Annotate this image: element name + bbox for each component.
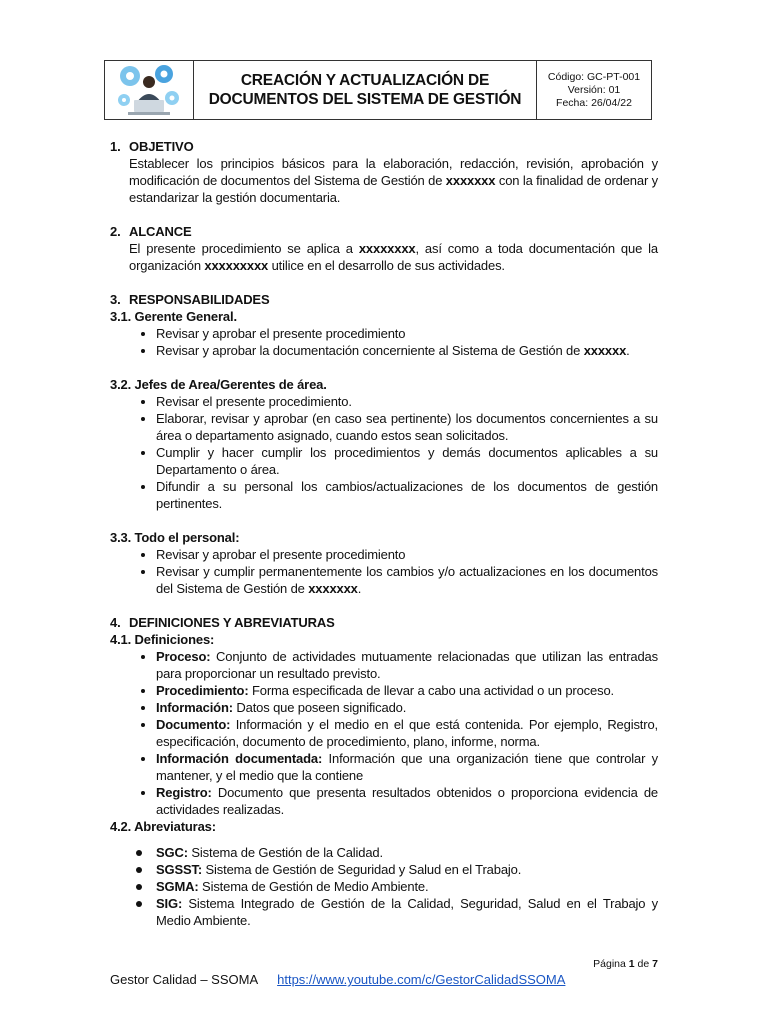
abreviaturas-list	[110, 844, 658, 929]
alcance-paragraph: El presente procedimiento se aplica a xxxxxxxx, así como a toda documentación que la organización xxxxxxxxx utilice en el desarrollo de sus actividades.	[129, 241, 658, 273]
list-item: • Cumplir y hacer cumplir los procedimientos y demás documentos aplicables a su Departamento o área.	[156, 444, 658, 478]
document-header	[104, 60, 652, 120]
page-number: Página 1 de 7	[593, 958, 658, 970]
list-item: • Revisar el presente procedimiento.	[156, 393, 658, 410]
definition-item: • Proceso: Conjunto de actividades mutuamente relacionadas que utilizan las entradas para proporcionar un resultado previsto.	[156, 648, 658, 682]
list-item: • Elaborar, revisar y aprobar (en caso sea pertinente) los documentos concernientes a su área o departamento asignado, cuando estos sean solicitados.	[156, 410, 658, 444]
youtube-channel-link[interactable]: https://www.youtube.com/c/GestorCalidadSSOMA	[277, 972, 566, 987]
abbreviation-item: SGC: Sistema de Gestión de la Calidad.	[156, 844, 658, 861]
todo-el-personal-list	[110, 546, 658, 597]
list-item: • Revisar y aprobar el presente procedimiento	[156, 325, 658, 342]
logo-cell	[105, 61, 194, 119]
masked-company-name: xxxxxxxxx	[204, 258, 269, 273]
abbreviation-item: SIG: Sistema Integrado de Gestión de la Calidad, Seguridad, Salud en el Trabajo y Medio Ambiente.	[156, 896, 658, 928]
subsection-jefes-de-area: 3.2. Jefes de Area/Gerentes de área.	[110, 377, 327, 392]
document-version: Versión: 01	[567, 83, 621, 96]
document-footer	[110, 972, 565, 987]
subsection-gerente-general: 3.1. Gerente General.	[110, 309, 237, 324]
masked-company-name: xxxxxxxx	[358, 241, 416, 256]
objetivo-paragraph: Establecer los principios básicos para la elaboración, redacción, revisión, aprobación y modificación de documentos del Sistema de Gestión de xxxxxxx con la finalidad de ordenar y estandarizar la gestión documentaria.	[129, 156, 658, 205]
masked-company-name: xxxxxxx	[308, 581, 358, 596]
subsection-abreviaturas: 4.2. Abreviaturas:	[110, 819, 216, 834]
title-line-1: CREACIÓN Y ACTUALIZACIÓN DE	[240, 72, 490, 89]
definiciones-list	[110, 648, 658, 818]
logo-gears-person-icon	[116, 62, 182, 118]
section-heading-responsabilidades: 3. RESPONSABILIDADES	[110, 292, 270, 307]
list-item: • Revisar y aprobar la documentación concerniente al Sistema de Gestión de xxxxxx.	[156, 342, 658, 359]
masked-company-name: xxxxxx	[583, 343, 627, 358]
definition-item: • Información documentada: Información que una organización tiene que controlar y mantener, y el medio que la contiene	[156, 750, 658, 784]
masked-company-name: xxxxxxx	[445, 173, 496, 188]
definition-item: • Documento: Información y el medio en el que está contenida. Por ejemplo, Registro, especificación, documento de procedimiento, plano, informe, norma.	[156, 716, 658, 750]
document-code: Código: GC-PT-001	[547, 70, 641, 83]
list-item: • Revisar y cumplir permanentemente los cambios y/o actualizaciones en los documentos del Sistema de Gestión de xxxxxxx.	[156, 563, 658, 597]
section-heading-alcance: 2. ALCANCE	[110, 224, 192, 239]
document-meta	[537, 61, 651, 119]
section-heading-objetivo: 1. OBJETIVO	[110, 139, 194, 154]
document-title	[194, 61, 537, 119]
abbreviation-item: SGSST: Sistema de Gestión de Seguridad y Salud en el Trabajo.	[156, 861, 658, 878]
subsection-definiciones: 4.1. Definiciones:	[110, 632, 215, 647]
gerente-general-list	[110, 325, 658, 359]
definition-item: • Procedimiento: Forma especificada de llevar a cabo una actividad o un proceso.	[156, 682, 658, 699]
section-heading-definiciones: 4. DEFINICIONES Y ABREVIATURAS	[110, 615, 335, 630]
footer-brand: Gestor Calidad – SSOMA	[110, 972, 259, 987]
abbreviation-item: SGMA: Sistema de Gestión de Medio Ambiente.	[156, 878, 658, 895]
subsection-todo-el-personal: 3.3. Todo el personal:	[110, 530, 240, 545]
jefes-de-area-list	[110, 393, 658, 512]
definition-item: • Información: Datos que poseen significado.	[156, 699, 658, 716]
definition-item: • Registro: Documento que presenta resultados obtenidos o proporciona evidencia de actividades realizadas.	[156, 784, 658, 818]
title-line-2: DOCUMENTOS DEL SISTEMA DE GESTIÓN	[208, 91, 522, 108]
document-date: Fecha: 26/04/22	[556, 96, 632, 109]
list-item: • Difundir a su personal los cambios/actualizaciones de los documentos de gestión pertinentes.	[156, 478, 658, 512]
list-item: • Revisar y aprobar el presente procedimiento	[156, 546, 658, 563]
document-body	[110, 138, 658, 929]
